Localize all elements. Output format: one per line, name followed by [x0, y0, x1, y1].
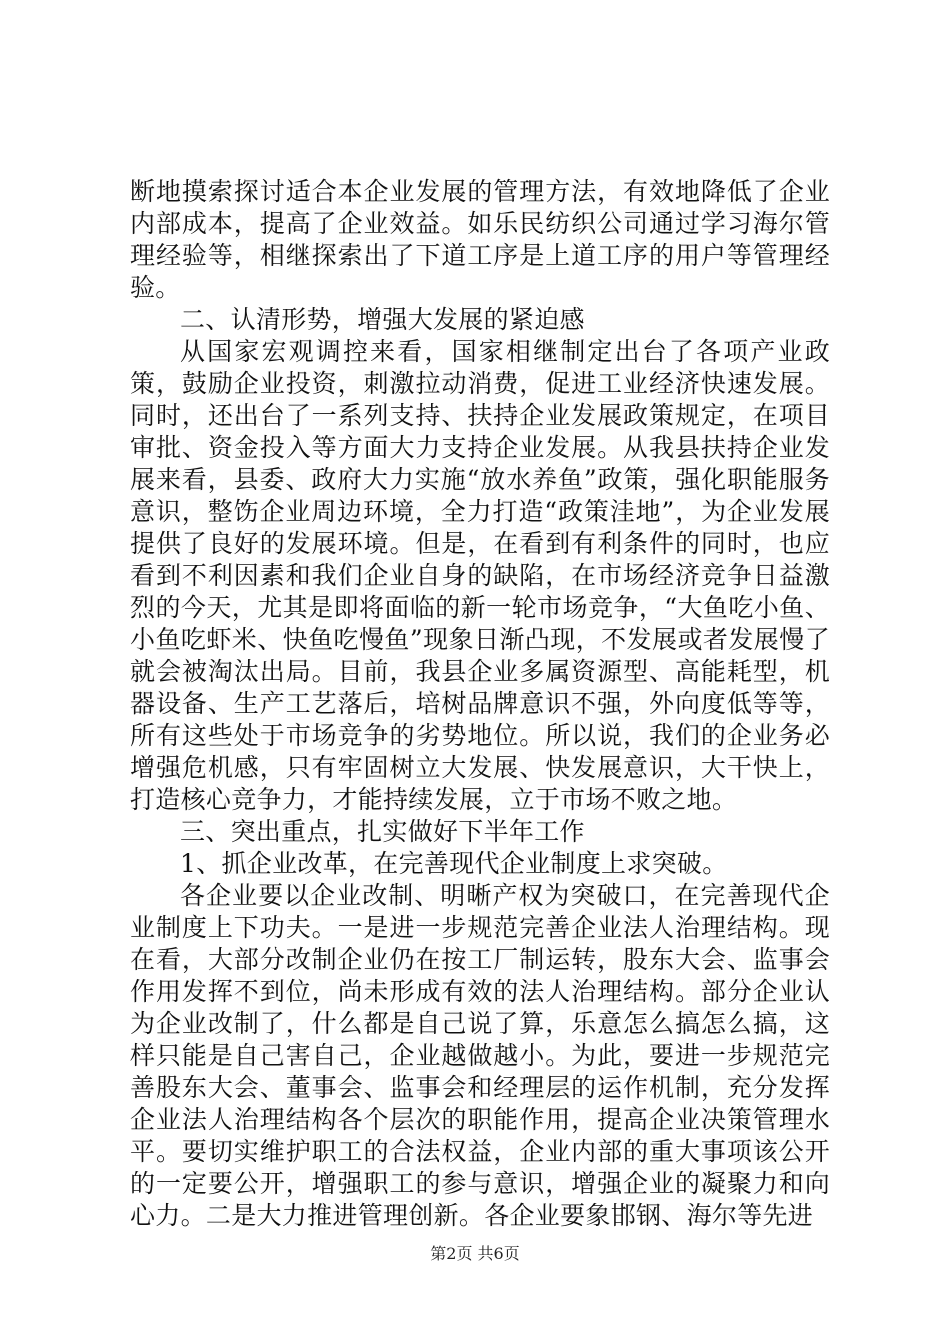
paragraph-situation: 从国家宏观调控来看，国家相继制定出台了各项产业政策，鼓励企业投资，刺激拉动消费，促进工业经济快速发展。同时，还出台了一系列支持、扶持企业发展政策规定，在项目审批、资金投入等方面大力支持企业发展。从我县扶持企业发展来看，县委、政府大力实施“放水养鱼”政策，强化职能服务意识，整饬企业周边环境，全力打造“政策洼地”，为企业发展提供了良好的发展环境。但是，在看到有利条件的同时，也应看到不利因素和我们企业自身的缺陷，在市场经济竞争日益激烈的今天，尤其是即将面临的新一轮市场竞争，“大鱼吃小鱼、小鱼吃虾米、快鱼吃慢鱼”现象日渐凸现，不发展或者发展慢了就会被淘汰出局。目前，我县企业多属资源型、高能耗型，机器设备、生产工艺落后，培树品牌意识不强，外向度低等等，所有这些处于市场竞争的劣势地位。所以说，我们的企业务必增强危机感，只有牢固树立大发展、快发展意识，大干快上，打造核心竞争力，才能持续发展，立于市场不败之地。 — [130, 337, 830, 814]
page-number-footer: 第2页 共6页 — [430, 1244, 520, 1263]
paragraph-continuation: 断地摸索探讨适合本企业发展的管理方法，有效地降低了企业内部成本，提高了企业效益。如乐民纺织公司通过学习海尔管理经验等，相继探索出了下道工序是上道工序的用户等管理经验。 — [130, 177, 830, 302]
document-body — [130, 176, 830, 1232]
paragraph-reform: 各企业要以企业改制、明晰产权为突破口，在完善现代企业制度上下功夫。一是进一步规范完善企业法人治理结构。现在看，大部分改制企业仍在按工厂制运转，股东大会、监事会作用发挥不到位，尚未形成有效的法人治理结构。部分企业认为企业改制了，什么都是自己说了算，乐意怎么搞怎么搞，这样只能是自己害自己，企业越做越小。为此，要进一步规范完善股东大会、董事会、监事会和经理层的运作机制，充分发挥企业法人治理结构各个层次的职能作用，提高企业决策管理水平。要切实维护职工的合法权益，企业内部的重大事项该公开的一定要公开，增强职工的参与意识，增强企业的凝聚力和向心力。二是大力推进管理创新。各企业要象邯钢、海尔等先进 — [130, 881, 830, 1230]
section-heading-2: 二、认清形势，增强大发展的紧迫感 — [180, 305, 585, 334]
section-heading-3: 三、突出重点，扎实做好下半年工作 — [180, 817, 585, 846]
subheading-reform: 1、抓企业改革，在完善现代企业制度上求突破。 — [180, 849, 728, 878]
